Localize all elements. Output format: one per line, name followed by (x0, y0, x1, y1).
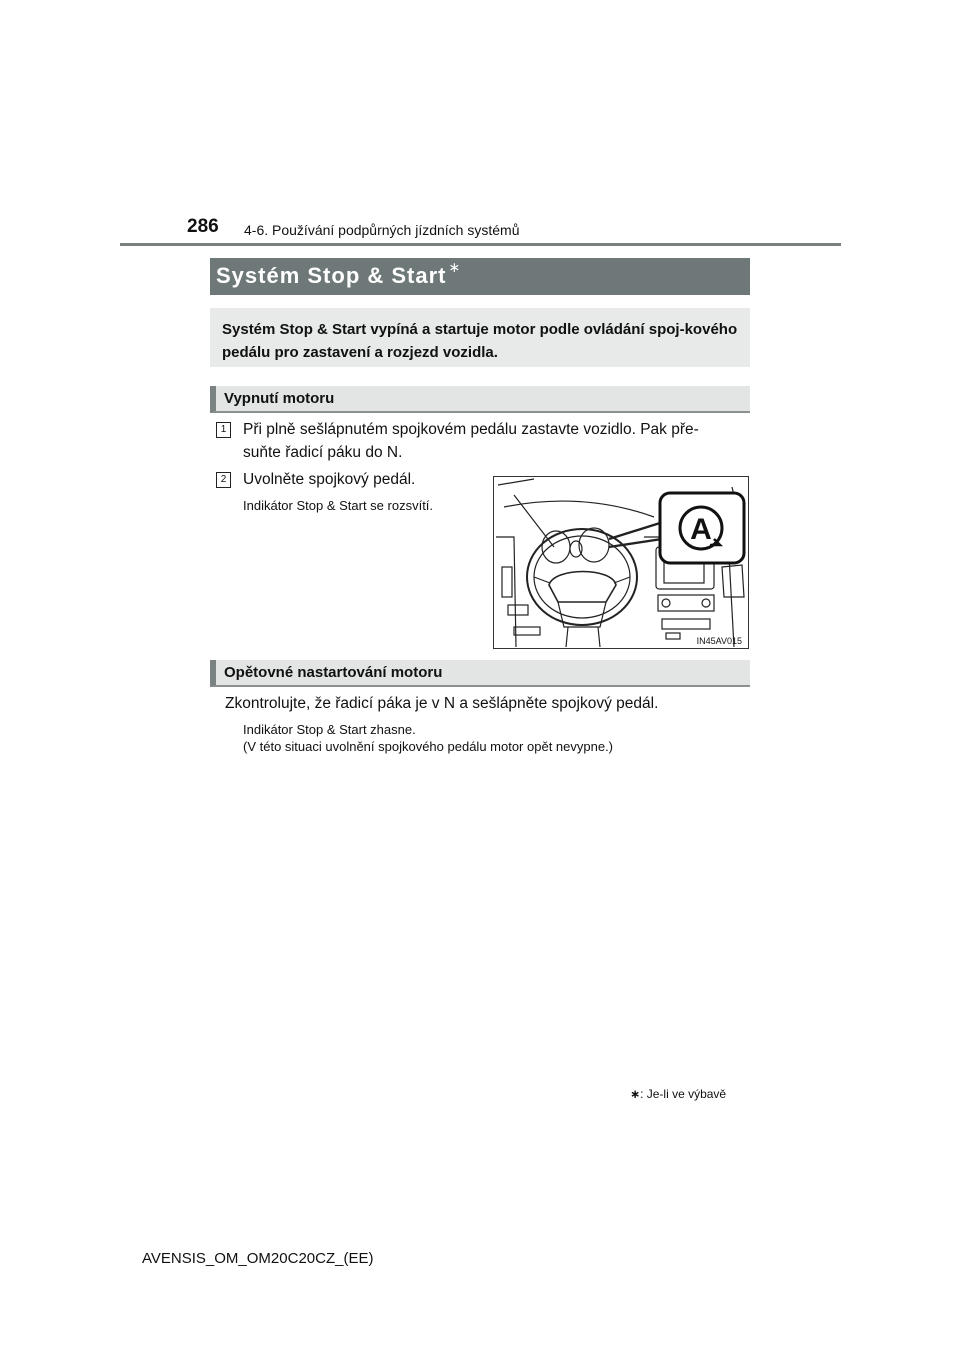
step-1-line-1: Při plně sešlápnutém spojkovém pedálu zastavte vozidlo. Pak pře- (243, 421, 699, 438)
footnote-text: : Je-li ve výbavě (640, 1087, 727, 1101)
footer-document-code: AVENSIS_OM_OM20C20CZ_(EE) (142, 1250, 374, 1267)
intro-box (210, 308, 750, 367)
header-divider (120, 243, 841, 246)
section-header: 4-6. Používání podpůrných jízdních systémů (244, 222, 520, 238)
callout-label: A (690, 513, 712, 546)
page-title-text: Systém Stop & Start (216, 263, 447, 288)
intro-text: Systém Stop & Start vypíná a startuje motor podle ovládání spoj-kového pedálu pro zastavení a rozjezd vozidla. (222, 321, 738, 361)
step-2-text: Uvolněte spojkový pedál. (243, 471, 416, 488)
restart-text: Zkontrolujte, že řadicí páka je v N a sešlápněte spojkový pedál. (225, 695, 659, 712)
dashboard-figure (493, 476, 749, 649)
section-heading-restart (210, 660, 750, 687)
figure-code: IN45AV015 (696, 636, 742, 646)
asterisk-icon: ∗ (448, 259, 462, 275)
section-heading-stop (210, 386, 750, 413)
page-title (216, 259, 462, 289)
footnote (630, 1087, 726, 1101)
restart-note-line-1: Indikátor Stop & Start zhasne. (243, 722, 416, 737)
dashboard-illustration (494, 477, 748, 648)
asterisk-icon: ∗ (630, 1087, 641, 1101)
restart-note-line-2: (V této situaci uvolnění spojkového pedálu motor opět nevypne.) (243, 739, 614, 754)
section-heading-restart-text: Opětovné nastartování motoru (224, 664, 443, 681)
step-number-1: 1 (216, 422, 231, 438)
title-bar (210, 258, 750, 295)
step-1-line-2: suňte řadicí páku do N. (243, 444, 403, 461)
step-number-2: 2 (216, 472, 231, 488)
page-number: 286 (187, 216, 219, 237)
section-heading-stop-text: Vypnutí motoru (224, 390, 335, 407)
step-2-note: Indikátor Stop & Start se rozsvítí. (243, 498, 434, 513)
